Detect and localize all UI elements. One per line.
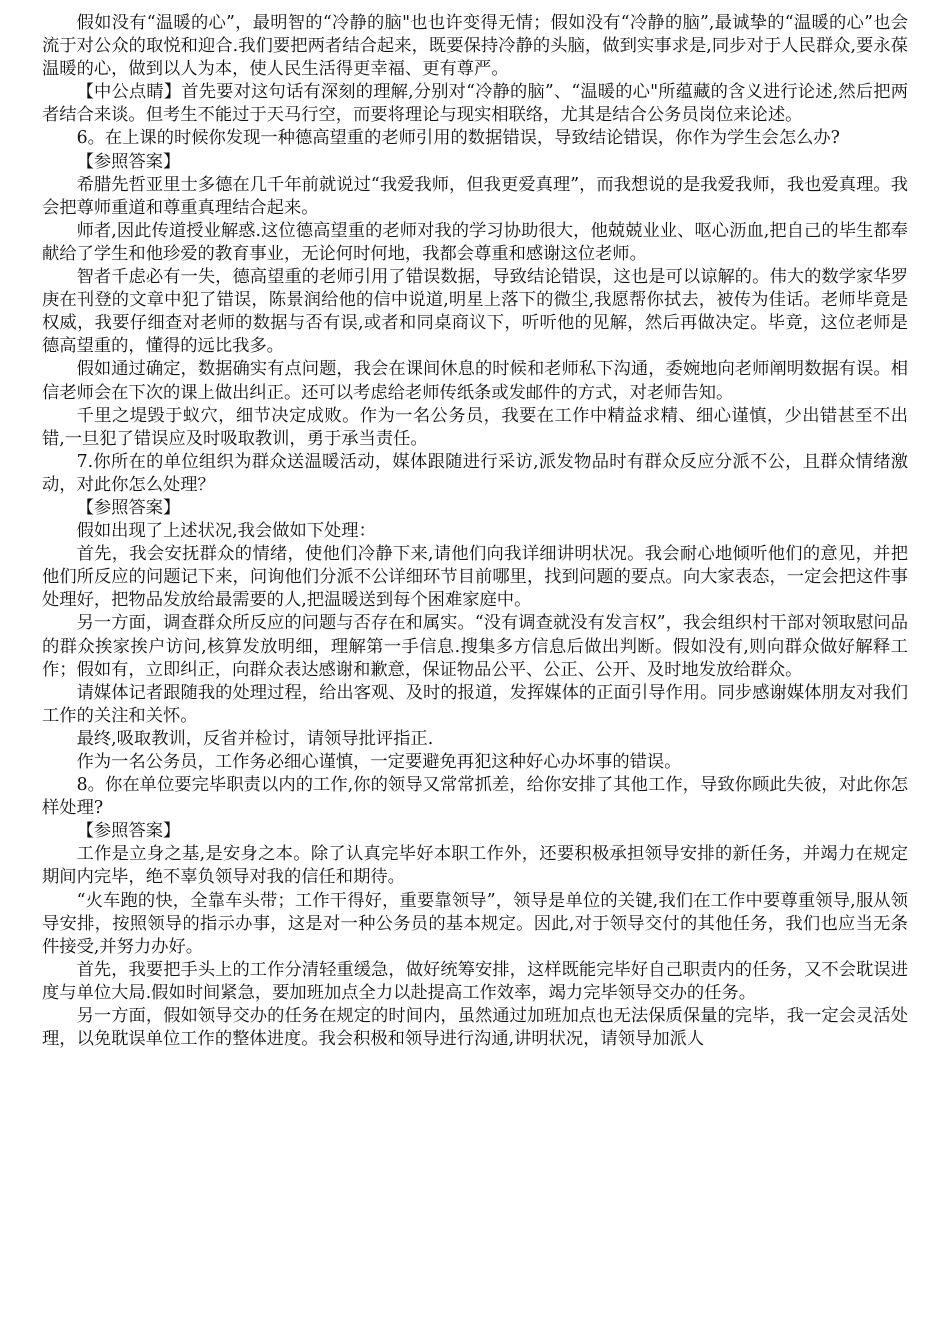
paragraph: “火车跑的快，全靠车头带；工作干得好，重要靠领导”，领导是单位的关键,我们在工作中要尊重领导,服从领导安排，按照领导的指示办事，这是对一种公务员的基本规定。因此,对于领导交付的其他任务，我们也应当无条件接受,并努力办好。 [42, 890, 908, 957]
paragraph: 希腊先哲亚里士多德在几千年前就说过“我爱我师，但我更爱真理”，而我想说的是我爱我师，我也爱真理。我会把尊师重道和尊重真理结合起来。 [42, 174, 908, 218]
paragraph: 首先，我会安抚群众的情绪，使他们冷静下来,请他们向我详细讲明状况。我会耐心地倾听他们的意见，并把他们所反应的问题记下来，问询他们分派不公详细环节目前哪里，找到问题的要点。向大家表态，一定会把这件事处理好，把物品发放给最需要的人,把温暖送到每个困难家庭中。 [42, 544, 908, 611]
paragraph: 首先，我要把手头上的工作分清轻重缓急，做好统筹安排，这样既能完毕好自己职责内的任务，又不会耽误进度与单位大局.假如时间紧急，要加班加点全力以赴提高工作效率，竭力完毕领导交办的任务。 [42, 959, 908, 1003]
answer-label: 【参照答案】 [76, 497, 181, 518]
paragraph: 另一方面，假如领导交办的任务在规定的时间内，虽然通过加班加点也无法保质保量的完毕，我一定会灵活处理，以免耽误单位工作的整体进度。我会积极和领导进行沟通,讲明状况，请领导加派人 [42, 1006, 908, 1050]
paragraph: 假如没有“温暖的心”，最明智的“冷静的脑"也也许变得无情；假如没有“冷静的脑”,最诚挚的“温暖的心”也会流于对公众的取悦和迎合.我们要把两者结合起来，既要保持冷静的头脑，做到实事求是,同步对于人民群众,要永葆温暖的心，做到以人为本，使人民生活得更幸福、更有尊严。 [42, 13, 908, 80]
question-paragraph: 8。你在单位要完毕职责以内的工作,你的领导又常常抓差，给你安排了其他工作，导致你顾此失彼，对此你怎样处理? [42, 775, 908, 819]
paragraph: 师者,因此传道授业解惑.这位德高望重的老师对我的学习协助很大，他兢兢业业、呕心沥血,把自己的毕生都奉献给了学生和他珍爱的教育事业，无论何时何地，我都会尊重和感谢这位老师。 [42, 220, 908, 264]
paragraph: 假如出现了上述状况,我会做如下处理： [76, 521, 376, 542]
document-page [42, 12, 908, 1051]
paragraph: 工作是立身之基,是安身之本。除了认真完毕好本职工作外，还要积极承担领导安排的新任务，并竭力在规定期间内完毕，绝不辜负领导对我的信任和期待。 [42, 844, 908, 888]
paragraph: 作为一名公务员，工作务必细心谨慎，一定要避免再犯这种好心办坏事的错误。 [76, 752, 682, 772]
paragraph: 【中公点睛】首先要对这句话有深刻的理解,分别对“冷静的脑”、“温暖的心"所蕴藏的含义进行论述,然后把两者结合来谈。但考生不能过于天马行空，而要将理论与现实相联络，尤其是结合公务员岗位来论述。 [42, 82, 908, 126]
question-paragraph: 7.你所在的单位组织为群众送温暖活动，媒体跟随进行采访,派发物品时有群众反应分派不公，且群众情绪激动，对此你怎么处理？ [42, 451, 908, 495]
paragraph: 最终,吸取教训，反省并检讨，请领导批评指正. [76, 728, 434, 749]
question-paragraph: 6。在上课的时候你发现一种德高望重的老师引用的数据错误，导致结论错误，你作为学生会怎么办? [76, 128, 840, 149]
paragraph: 智者千虑必有一失，德高望重的老师引用了错误数据，导致结论错误，这也是可以谅解的。伟大的数学家华罗庚在刊登的文章中犯了错误，陈景润给他的信中说道,明星上落下的微尘,我愿帮你拭去，被传为佳话。老师毕竟是权威，我要仔细查对老师的数据与否有误,或者和同桌商议下，听听他的见解，然后再做决定。毕竟，这位老师是德高望重的，懂得的远比我多。 [42, 267, 908, 357]
paragraph: 假如通过确定，数据确实有点问题，我会在课间休息的时候和老师私下沟通，委婉地向老师阐明数据有误。相信老师会在下次的课上做出纠正。还可以考虑给老师传纸条或发邮件的方式，对老师告知。 [42, 359, 908, 403]
paragraph: 千里之堤毁于蚁穴，细节决定成败。作为一名公务员，我要在工作中精益求精、细心谨慎，少出错甚至不出错,一旦犯了错误应及时吸取教训，勇于承当责任。 [42, 405, 908, 449]
answer-label: 【参照答案】 [76, 151, 181, 172]
answer-label: 【参照答案】 [76, 821, 181, 842]
paragraph: 另一方面，调查群众所反应的问题与否存在和属实。“没有调查就没有发言权”，我会组织村干部对领取慰问品的群众挨家挨户访问,核算发放明细，理解第一手信息.搜集多方信息后做出判断。假如没有,则向群众做好解释工作；假如有，立即纠正，向群众表达感谢和歉意，保证物品公平、公正、公开、及时地发放给群众。 [42, 613, 908, 680]
paragraph: 请媒体记者跟随我的处理过程，给出客观、及时的报道，发挥媒体的正面引导作用。同步感谢媒体朋友对我们工作的关注和关怀。 [42, 682, 908, 726]
